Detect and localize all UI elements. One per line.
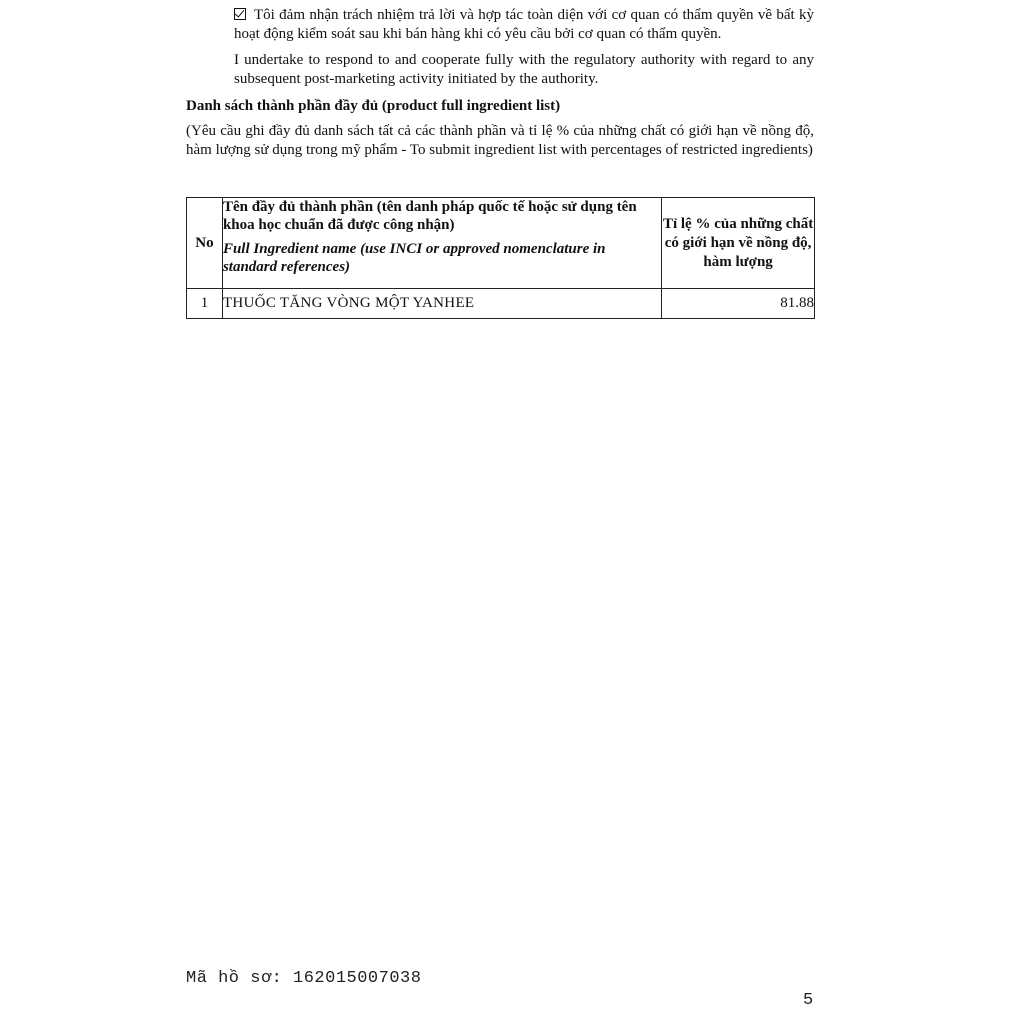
ingredient-list-heading: Danh sách thành phần đầy đủ (product full ingredient list) [186,98,561,114]
commitment-vi-text: Tôi đảm nhận trách nhiệm trả lời và hợp tác toàn diện với cơ quan có thẩm quyền về bất kỳ hoạt động kiểm soát sau khi bán hàng khi có yêu cầu bởi cơ quan có thẩm quyền. [234,7,814,42]
ingredient-list-note: (Yêu cầu ghi đầy đủ danh sách tất cả các thành phần và tỉ lệ % của những chất có giới hạn về nồng độ, hàm lượng sử dụng trong mỹ phẩm - To submit ingredient list with percentages of restricted ingredients) [186,123,814,158]
header-percentage: Tỉ lệ % của những chất có giới hạn về nồng độ, hàm lượng [662,198,815,289]
dossier-code: Mã hồ sơ: 162015007038 [186,969,422,988]
row-ingredient-name: THUỐC TĂNG VÒNG MỘT YANHEE [222,289,661,319]
ingredient-table [186,197,815,319]
commitment-vietnamese [234,6,814,44]
table-row [187,289,815,319]
header-ingredient-name [222,198,661,289]
header-no: No [187,198,223,289]
commitment-english: I undertake to respond to and cooperate fully with the regulatory authority with regard to any subsequent post-marketing activity initiated by the authority. [234,52,814,87]
header-name-vietnamese: Tên đầy đủ thành phần (tên danh pháp quốc tế hoặc sử dụng tên khoa học chuẩn đã được công nhận) [222,199,637,233]
page-number: 5 [803,991,814,1010]
row-percentage: 81.88 [662,289,815,319]
checked-checkbox-icon [234,8,246,20]
table-header-row [187,198,815,289]
header-name-english: Full Ingredient name (use INCI or approved nomenclature in standard references) [222,241,606,275]
row-no: 1 [187,289,223,319]
commitment-block [234,6,814,89]
